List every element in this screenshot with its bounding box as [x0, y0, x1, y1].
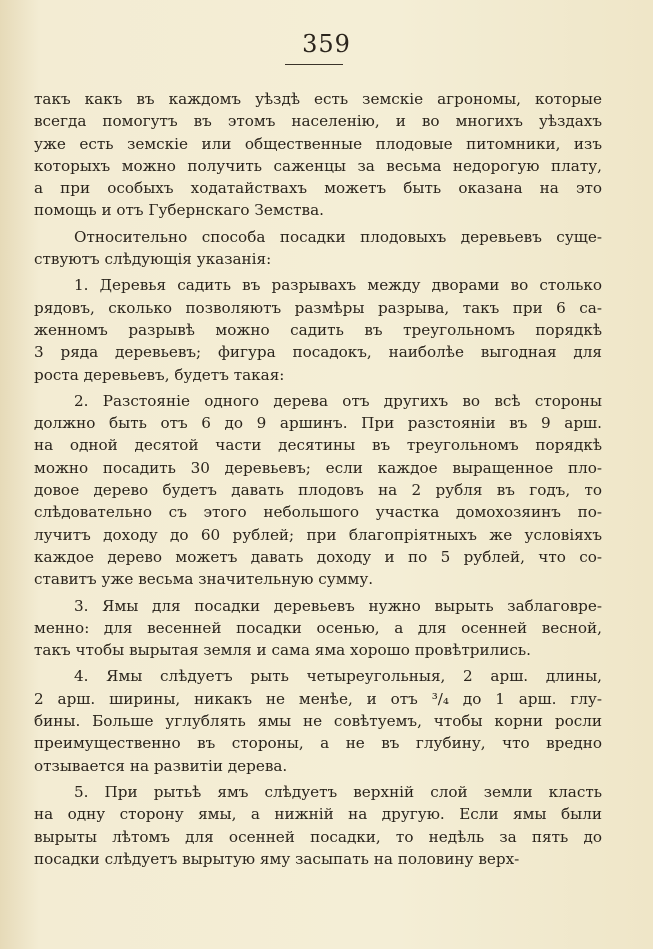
text-line: уже есть земскіе или общественные плодовые питомники, изъ — [34, 134, 602, 153]
page-number-rule — [285, 64, 343, 65]
text-line: менно: для весенней посадки осенью, а для осенней весной, — [34, 618, 602, 637]
text-line: помощь и отъ Губернскаго Земства. — [34, 201, 324, 220]
text-line: 4. Ямы слѣдуетъ рыть четыреугольныя, 2 арш. длины, — [74, 667, 602, 686]
paragraph — [34, 595, 602, 662]
text-line: такъ чтобы вырытая земля и сама яма хорошо провѣтрились. — [34, 641, 532, 660]
text-line: посадки слѣдуетъ вырытую яму засыпать на половину верх- — [34, 849, 520, 868]
text-line: ставитъ уже весьма значительную сумму. — [34, 570, 374, 589]
text-line: бины. Больше углублять ямы не совѣтуемъ, чтобы корни росли — [34, 712, 602, 731]
text-line: рядовъ, сколько позволяютъ размѣры разрыва, такъ при 6 са- — [34, 298, 602, 317]
text-line: довое дерево будетъ давать плодовъ на 2 рубля въ годъ, то — [34, 481, 602, 500]
text-line: на одну сторону ямы, а нижній на другую. Если ямы были — [34, 805, 602, 824]
text-line: ствуютъ слѣдующія указанія: — [34, 250, 272, 269]
paragraph — [34, 665, 602, 776]
paragraph — [34, 390, 602, 591]
text-line: 1. Деревья садить въ разрывахъ между дворами во столько — [74, 276, 602, 295]
text-line: Относительно способа посадки плодовыхъ деревьевъ суще- — [74, 227, 602, 246]
text-line: отзывается на развитіи дерева. — [34, 756, 288, 775]
paragraph — [34, 781, 602, 870]
body-text — [34, 88, 602, 870]
text-line: преимущественно въ стороны, а не въ глубину, что вредно — [34, 734, 602, 753]
text-line: роста деревьевъ, будетъ такая: — [34, 365, 285, 384]
text-line: вырыты лѣтомъ для осенней посадки, то недѣль за пять до — [34, 827, 602, 846]
text-line: на одной десятой части десятины въ треугольномъ порядкѣ — [34, 436, 602, 455]
paragraph — [34, 226, 602, 271]
page-number: 359 — [302, 30, 351, 58]
text-line: лучитъ доходу до 60 рублей; при благопріятныхъ же условіяхъ — [34, 525, 602, 544]
paragraph — [34, 274, 602, 385]
text-line: 2 арш. ширины, никакъ не менѣе, и отъ ³/₄ до 1 арш. глу- — [34, 689, 602, 708]
paragraph — [34, 88, 602, 222]
text-line: а при особыхъ ходатайствахъ можетъ быть оказана на это — [34, 179, 602, 198]
text-line: можно посадить 30 деревьевъ; если каждое выращенное пло- — [34, 458, 602, 477]
text-line: всегда помогутъ въ этомъ населенію, и во многихъ уѣздахъ — [34, 112, 602, 131]
text-line: слѣдовательно съ этого небольшого участка домохозяинъ по- — [34, 503, 602, 522]
text-line: должно быть отъ 6 до 9 аршинъ. При разстояніи въ 9 арш. — [34, 414, 602, 433]
text-line: 3 ряда деревьевъ; фигура посадокъ, наиболѣе выгодная для — [34, 343, 602, 362]
text-line: такъ какъ въ каждомъ уѣздѣ есть земскіе агрономы, которые — [34, 90, 602, 108]
text-line: каждое дерево можетъ давать доходу и по 5 рублей, что со- — [34, 547, 602, 566]
text-line: женномъ разрывѣ можно садить въ треугольномъ порядкѣ — [34, 320, 602, 339]
text-line: 5. При рытьѣ ямъ слѣдуетъ верхній слой земли класть — [74, 782, 602, 801]
text-line: которыхъ можно получить саженцы за весьма недорогую плату, — [34, 156, 602, 175]
text-line: 2. Разстояніе одного дерева отъ другихъ во всѣ стороны — [74, 391, 602, 410]
text-line: 3. Ямы для посадки деревьевъ нужно вырыть заблаговре- — [74, 596, 602, 615]
